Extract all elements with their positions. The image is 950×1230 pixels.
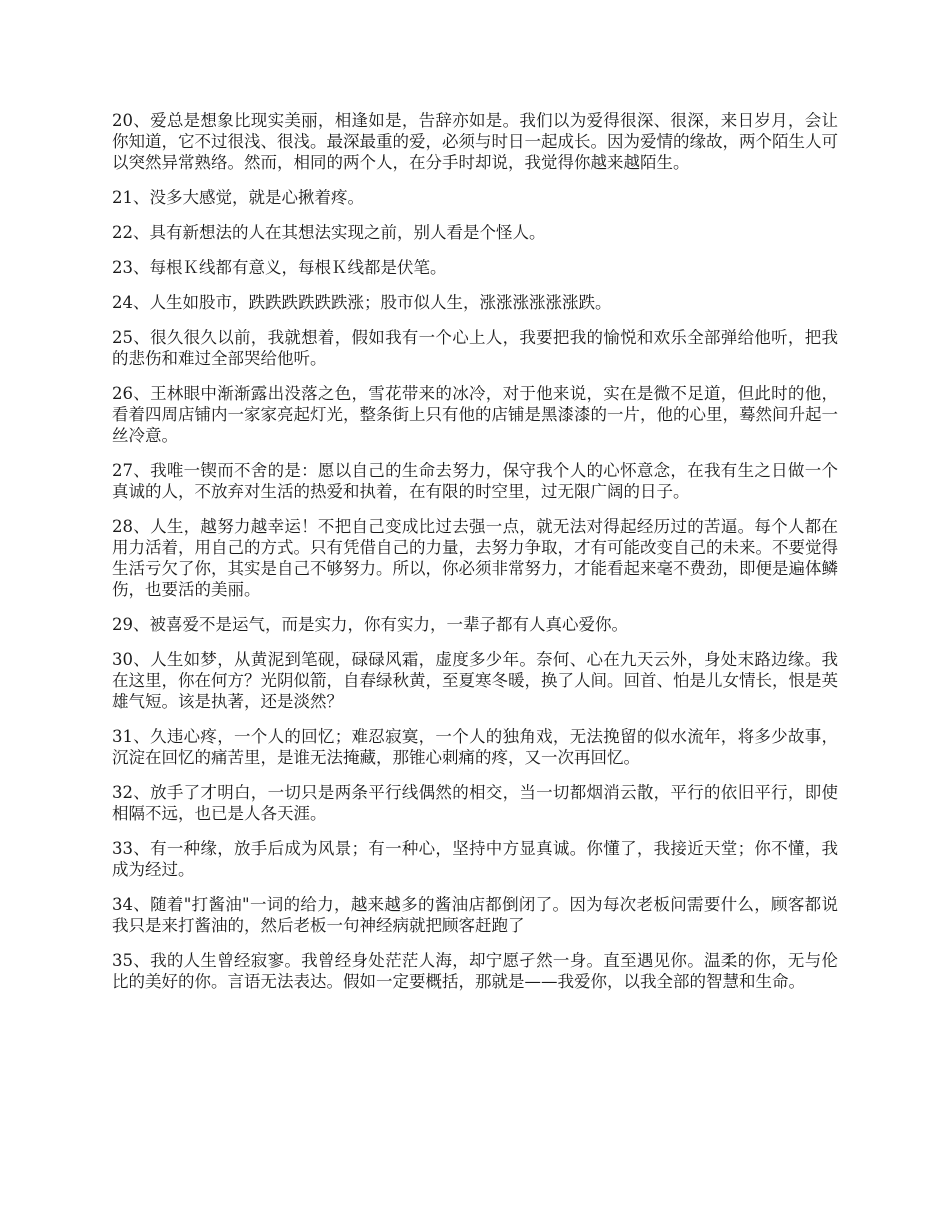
- paragraph-25: 25、很久很久以前，我就想着，假如我有一个心上人，我要把我的愉悦和欢乐全部弹给他听，把我的悲伤和难过全部哭给他听。: [112, 328, 838, 368]
- paragraph-20: 20、爱总是想象比现实美丽，相逢如是，告辞亦如是。我们以为爱得很深、很深，来日岁月，会让你知道，它不过很浅、很浅。最深最重的爱，必须与时日一起成长。因为爱情的缘故，两个陌生人可以突然异常熟络。然而，相同的两个人，在分手时却说，我觉得你越来越陌生。: [112, 111, 838, 172]
- paragraph-33: 33、有一种缘，放手后成为风景；有一种心，坚持中方显真诚。你懂了，我接近天堂；你不懂，我成为经过。: [112, 839, 838, 879]
- paragraph-30: 30、人生如梦，从黄泥到笔砚，碌碌风霜，虚度多少年。奈何、心在九天云外，身处末路边缘。我在这里，你在何方？光阴似箭，自春绿秋黄，至夏寒冬暖，换了人间。回首、怕是儿女情长，恨是英雄气短。该是执著，还是淡然？: [112, 650, 838, 711]
- paragraph-35: 35、我的人生曾经寂寥。我曾经身处茫茫人海，却宁愿孑然一身。直至遇见你。温柔的你，无与伦比的美好的你。言语无法表达。假如一定要概括，那就是——我爱你，以我全部的智慧和生命。: [112, 951, 838, 991]
- paragraph-31: 31、久违心疼，一个人的回忆；难忍寂寞，一个人的独角戏，无法挽留的似水流年，将多少故事，沉淀在回忆的痛苦里，是谁无法掩藏，那锥心刺痛的疼，又一次再回忆。: [112, 727, 838, 767]
- paragraph-32: 32、放手了才明白，一切只是两条平行线偶然的相交，当一切都烟消云散，平行的依旧平行，即使相隔不远，也已是人各天涯。: [112, 783, 838, 823]
- paragraph-27: 27、我唯一锲而不舍的是：愿以自己的生命去努力，保守我个人的心怀意念，在我有生之日做一个真诚的人，不放弃对生活的热爱和执着，在有限的时空里，过无限广阔的日子。: [112, 461, 838, 501]
- document-body: [112, 110, 838, 1006]
- paragraph-26: 26、王林眼中渐渐露出没落之色，雪花带来的冰冷，对于他来说，实在是微不足道，但此时的他，看着四周店铺内一家家亮起灯光，整条街上只有他的店铺是黑漆漆的一片，他的心里，蓦然间升起一丝冷意。: [112, 384, 838, 445]
- paragraph-22: 22、具有新想法的人在其想法实现之前，别人看是个怪人。: [112, 223, 546, 242]
- paragraph-21: 21、没多大感觉，就是心揪着疼。: [112, 188, 364, 207]
- paragraph-34: 34、随着"打酱油"一词的给力，越来越多的酱油店都倒闭了。因为每次老板问需要什么，顾客都说我只是来打酱油的，然后老板一句神经病就把顾客赶跑了: [112, 895, 838, 935]
- paragraph-28: 28、人生，越努力越幸运！不把自己变成比过去强一点，就无法对得起经历过的苦逼。每个人都在用力活着，用自己的方式。只有凭借自己的力量，去努力争取，才有可能改变自己的未来。不要觉得生活亏欠了你，其实是自己不够努力。所以，你必须非常努力，才能看起来毫不费劲，即便是遍体鳞伤，也要活的美丽。: [112, 517, 838, 599]
- paragraph-29: 29、被喜爱不是运气，而是实力，你有实力，一辈子都有人真心爱你。: [112, 615, 628, 634]
- paragraph-24: 24、人生如股市，跌跌跌跌跌跌涨；股市似人生，涨涨涨涨涨涨跌。: [112, 293, 612, 312]
- paragraph-23: 23、每根Ｋ线都有意义，每根Ｋ线都是伏笔。: [112, 258, 447, 277]
